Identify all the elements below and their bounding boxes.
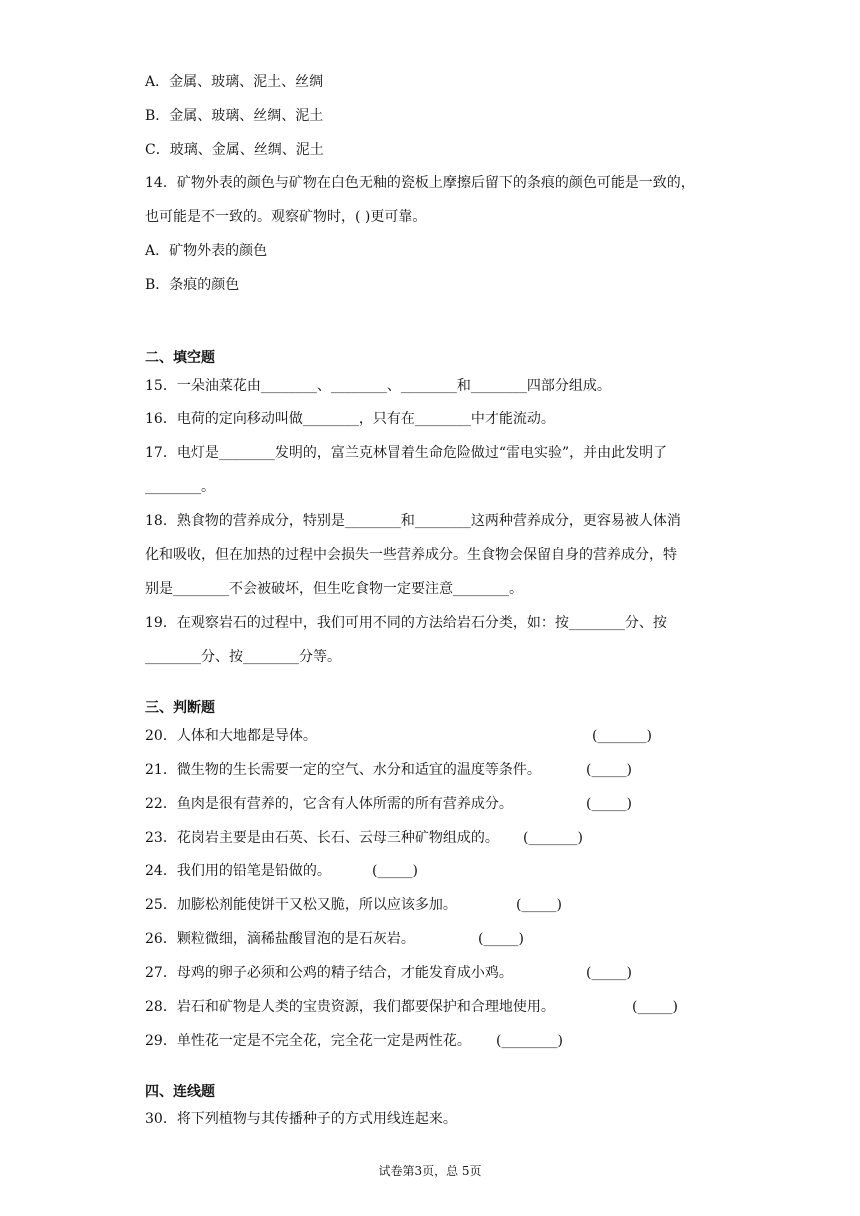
section2-title: 二、填空题	[145, 350, 215, 366]
q13-option-b: B．金属、玻璃、丝绸、泥土	[145, 108, 324, 124]
q18-text-line1: 18．熟食物的营养成分，特别是________和________这两种营养成分，更容易被人体消	[145, 513, 681, 529]
q26-answer-blank: (_____)	[478, 931, 524, 947]
q26-text: 26．颗粒微细，滴稀盐酸冒泡的是石灰岩。	[145, 931, 415, 947]
q22-text: 22．鱼肉是很有营养的，它含有人体所需的所有营养成分。	[145, 796, 513, 812]
q13-option-a: A．金属、玻璃、泥土、丝绸	[145, 74, 324, 90]
q20-answer-blank: (_______)	[592, 728, 652, 744]
q18-text-line2: 化和吸收，但在加热的过程中会损失一些营养成分。生食物会保留自身的营养成分，特	[145, 547, 677, 563]
q18-text-line3: 别是________不会被破坏，但生吃食物一定要注意________。	[145, 581, 523, 597]
q24-text: 24．我们用的铅笔是铅做的。	[145, 863, 331, 879]
section4-title: 四、连线题	[145, 1084, 215, 1100]
q23-answer-blank: (_______)	[523, 830, 583, 846]
q27-answer-blank: (_____)	[586, 965, 632, 981]
q23-text: 23．花岗岩主要是由石英、长石、云母三种矿物组成的。	[145, 830, 499, 846]
q17-text-line1: 17．电灯是________发明的，富兰克林冒着生命危险做过“雷电实验”，并由此发明了	[145, 445, 668, 461]
q24-answer-blank: (_____)	[372, 863, 418, 879]
q29-text: 29．单性花一定是不完全花，完全花一定是两性花。	[145, 1033, 471, 1049]
section3-title: 三、判断题	[145, 700, 215, 716]
q14-option-a: A．矿物外表的颜色	[145, 243, 268, 259]
q25-answer-blank: (_____)	[516, 897, 562, 913]
q17-text-line2: ________。	[145, 479, 215, 495]
q30-text: 30．将下列植物与其传播种子的方式用线连起来。	[145, 1111, 457, 1127]
q27-text: 27．母鸡的卵子必须和公鸡的精子结合，才能发育成小鸡。	[145, 965, 513, 981]
q14-text-line2: 也可能是不一致的。观察矿物时，( )更可靠。	[145, 209, 427, 225]
q14-option-b: B．条痕的颜色	[145, 277, 240, 293]
page-footer: 试卷第3页，总 5页	[378, 1164, 482, 1178]
q28-answer-blank: (_____)	[632, 999, 678, 1015]
q29-answer-blank: (________)	[496, 1033, 563, 1049]
q13-option-c: C．玻璃、金属、丝绸、泥土	[145, 142, 324, 158]
q19-text-line2: ________分、按________分等。	[145, 649, 341, 665]
q21-answer-blank: (_____)	[586, 762, 632, 778]
q16-text: 16．电荷的定向移动叫做________，只有在________中才能流动。	[145, 411, 555, 427]
q14-text-line1: 14．矿物外表的颜色与矿物在白色无釉的瓷板上摩擦后留下的条痕的颜色可能是一致的，	[145, 175, 695, 191]
q25-text: 25．加膨松剂能使饼干又松又脆，所以应该多加。	[145, 897, 457, 913]
q22-answer-blank: (_____)	[586, 796, 632, 812]
q19-text-line1: 19．在观察岩石的过程中，我们可用不同的方法给岩石分类，如：按________分、按	[145, 615, 667, 631]
q20-text: 20．人体和大地都是导体。	[145, 728, 317, 744]
q21-text: 21．微生物的生长需要一定的空气、水分和适宜的温度等条件。	[145, 762, 541, 778]
q28-text: 28．岩石和矿物是人类的宝贵资源，我们都要保护和合理地使用。	[145, 999, 555, 1015]
q15-text: 15．一朵油菜花由________、________、________和________四部分组成。	[145, 378, 611, 394]
